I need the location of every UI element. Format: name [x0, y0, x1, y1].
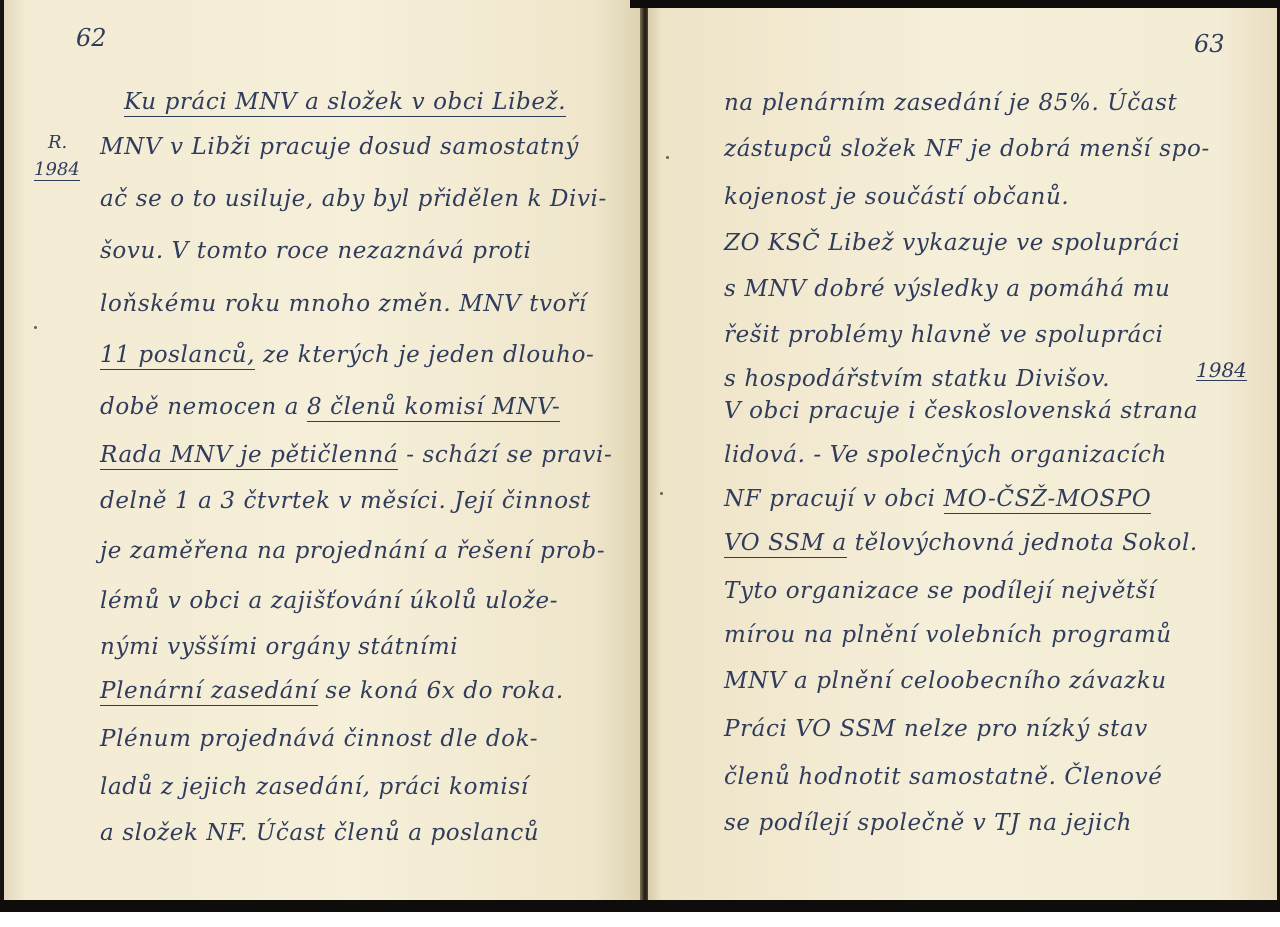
line-text: době nemocen a [100, 394, 307, 420]
line: ZO KSČ Libež vykazuje ve spolupráci [724, 230, 1181, 256]
line [100, 676, 564, 706]
line: členů hodnotit samostatně. Členové [724, 764, 1163, 790]
line: ladů z jejich zasedání, práci komisí [100, 774, 529, 800]
underlined-text: Rada MNV je pětičlenná [100, 442, 399, 468]
line: Tyto organizace se podílejí největší [724, 578, 1157, 604]
paper-speck [660, 492, 663, 495]
page-number: 62 [76, 24, 107, 52]
line: Práci VO SSM nelze pro nízký stav [724, 716, 1148, 742]
line-text: tělovýchovná jednota Sokol. [846, 530, 1198, 556]
scan-edge-top [630, 0, 1280, 8]
line-text: ze kterých je jeden dlouho- [255, 342, 595, 368]
line-text: NF pracují v obci [724, 486, 944, 512]
line: mírou na plnění volebních programů [724, 622, 1172, 648]
line [724, 484, 1151, 514]
title-text: Ku práci MNV a složek v obci Libež. [124, 89, 567, 115]
line: delně 1 a 3 čtvrtek v měsíci. Její činnost [100, 488, 591, 514]
line: s MNV dobré výsledky a pomáhá mu [724, 276, 1171, 302]
line: nými vyššími orgány státními [100, 634, 459, 660]
line [100, 440, 612, 470]
underlined-text: 8 členů komisí MNV- [306, 394, 561, 420]
margin-note-year: 1984 [1196, 358, 1247, 382]
line: a složek NF. Účast členů a poslanců [100, 820, 540, 846]
line: na plenárním zasedání je 85%. Účast [724, 90, 1178, 116]
line [100, 392, 560, 422]
line: s hospodářstvím statku Divišov. [724, 366, 1111, 392]
underlined-text: Plenární zasedání [100, 678, 318, 704]
line: MNV v Libži pracuje dosud samostatný [100, 134, 580, 160]
left-page [4, 0, 644, 912]
line: lidová. - Ve společných organizacích [724, 442, 1167, 468]
scan-edge-bottom [0, 900, 1280, 912]
line: je zaměřena na projednání a řešení prob- [100, 538, 606, 564]
page-title [124, 87, 566, 117]
line: šovu. V tomto roce nezaznává proti [100, 238, 532, 264]
underlined-text: 11 poslanců, [100, 342, 256, 368]
line: loňskému roku mnoho změn. MNV tvoří [100, 291, 587, 317]
paper-speck [34, 326, 37, 329]
line: Plénum projednává činnost dle dok- [100, 726, 539, 752]
line: ač se o to usiluje, aby byl přidělen k Divi- [100, 186, 607, 212]
line: řešit problémy hlavně ve spolupráci [724, 322, 1164, 348]
line: lémů v obci a zajišťování úkolů ulože- [100, 588, 559, 614]
margin-note-year: 1984 [34, 159, 80, 180]
page-number: 63 [1194, 30, 1225, 58]
line: se podílejí společně v TJ na jejich [724, 810, 1133, 836]
right-page [648, 0, 1277, 912]
paper-speck [666, 156, 669, 159]
line [100, 340, 594, 370]
margin-note-letter: R. [48, 132, 68, 153]
line [724, 528, 1198, 558]
line: MNV a plnění celoobecního závazku [724, 668, 1167, 694]
line: V obci pracuje i československá strana [724, 398, 1199, 424]
line-text: - schází se pravi- [398, 442, 613, 468]
line: kojenost je součástí občanů. [724, 184, 1070, 210]
line: zástupců složek NF je dobrá menší spo- [724, 136, 1210, 162]
underlined-text: MO-ČSŽ-MOSPO [943, 486, 1152, 512]
line-text: se koná 6x do roka. [317, 678, 564, 704]
underlined-text: VO SSM a [724, 530, 847, 556]
